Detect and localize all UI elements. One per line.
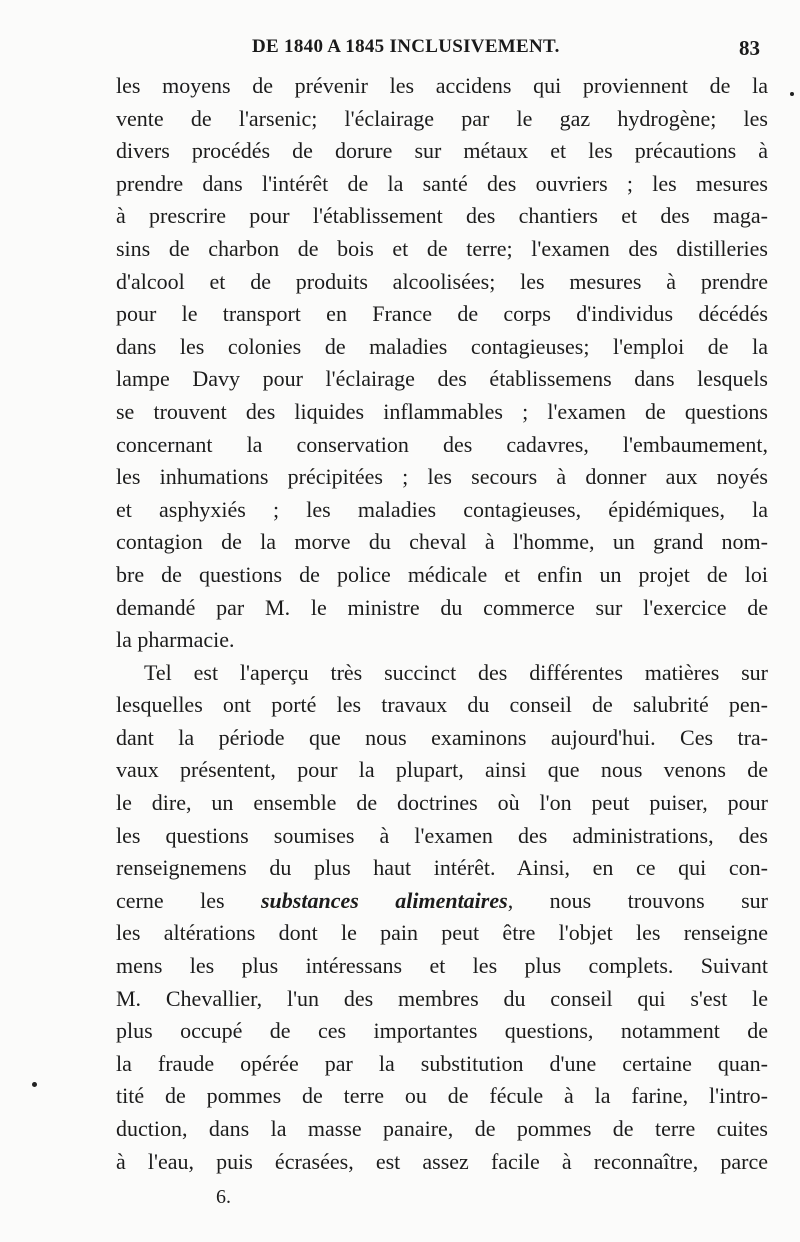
- page-number: 83: [739, 36, 760, 60]
- text-line: la fraude opérée par la substitution d'une certaine quan-: [116, 1050, 768, 1076]
- text-line: vaux présentent, pour la plupart, ainsi que nous venons de: [116, 757, 768, 783]
- text-line: et asphyxiés ; les maladies contagieuses, épidémiques, la: [116, 496, 768, 522]
- text-line: dant la période que nous examinons aujourd'hui. Ces tra-: [116, 724, 768, 750]
- ink-speck: [790, 92, 794, 96]
- text-line-with-italic: [116, 885, 768, 918]
- text-segment: , nous trouvons sur: [507, 887, 769, 913]
- text-line: renseignemens du plus haut intérêt. Ainsi, en ce qui con-: [116, 855, 768, 881]
- text-segment: cerne les: [116, 887, 261, 913]
- text-line: concernant la conservation des cadavres, l'embaumement,: [116, 431, 768, 457]
- text-line: les inhumations précipitées ; les secours à donner aux noyés: [116, 464, 768, 490]
- text-line: pour le transport en France de corps d'individus décédés: [116, 301, 768, 327]
- text-line: sins de charbon de bois et de terre; l'examen des distilleries: [116, 235, 768, 261]
- text-line: le dire, un ensemble de doctrines où l'on peut puiser, pour: [116, 790, 768, 816]
- text-line: demandé par M. le ministre du commerce sur l'exercice de: [116, 594, 768, 620]
- text-line: mens les plus intéressans et les plus complets. Suivant: [116, 953, 768, 979]
- text-line: prendre dans l'intérêt de la santé des ouvriers ; les mesures: [116, 170, 768, 196]
- page-header: [0, 36, 800, 60]
- text-line: lampe Davy pour l'éclairage des établissemens dans lesquels: [116, 366, 768, 392]
- text-line: vente de l'arsenic; l'éclairage par le gaz hydrogène; les: [116, 105, 768, 131]
- text-line: d'alcool et de produits alcoolisées; les mesures à prendre: [116, 268, 768, 294]
- italic-term: substances alimentaires: [260, 887, 508, 913]
- text-line: dans les colonies de maladies contagieuses; l'emploi de la: [116, 333, 768, 359]
- text-line: les moyens de prévenir les accidens qui proviennent de la: [116, 73, 768, 98]
- text-line: duction, dans la masse panaire, de pommes de terre cuites: [116, 1116, 768, 1141]
- text-line: tité de pommes de terre ou de fécule à la farine, l'intro-: [116, 1083, 768, 1109]
- text-line: M. Chevallier, l'un des membres du conseil qui s'est le: [116, 985, 768, 1011]
- signature-mark: 6.: [216, 1186, 231, 1208]
- running-head: DE 1840 A 1845 INCLUSIVEMENT.: [252, 36, 560, 57]
- text-line: contagion de la morve du cheval à l'homme, un grand nom-: [116, 529, 768, 555]
- text-line: les altérations dont le pain peut être l'objet les renseigne: [116, 920, 768, 946]
- paragraph-end-line: la pharmacie.: [116, 627, 235, 653]
- text-line: plus occupé de ces importantes questions, notamment de: [116, 1018, 768, 1044]
- text-line: bre de questions de police médicale et enfin un projet de loi: [116, 561, 768, 587]
- paragraph-start-line: Tel est l'aperçu très succinct des différentes matières sur: [144, 659, 768, 685]
- text-line: divers procédés de dorure sur métaux et les précautions à: [116, 138, 768, 164]
- text-line: à prescrire pour l'établissement des chantiers et des maga-: [116, 203, 768, 229]
- text-line: à l'eau, puis écrasées, est assez facile à reconnaître, parce: [116, 1148, 768, 1174]
- text-line: les questions soumises à l'examen des administrations, des: [116, 822, 768, 848]
- body-text: [116, 70, 768, 1178]
- text-line: se trouvent des liquides inflammables ; l'examen de questions: [116, 398, 768, 424]
- ink-speck: [32, 1082, 37, 1087]
- text-line: lesquelles ont porté les travaux du conseil de salubrité pen-: [116, 692, 768, 718]
